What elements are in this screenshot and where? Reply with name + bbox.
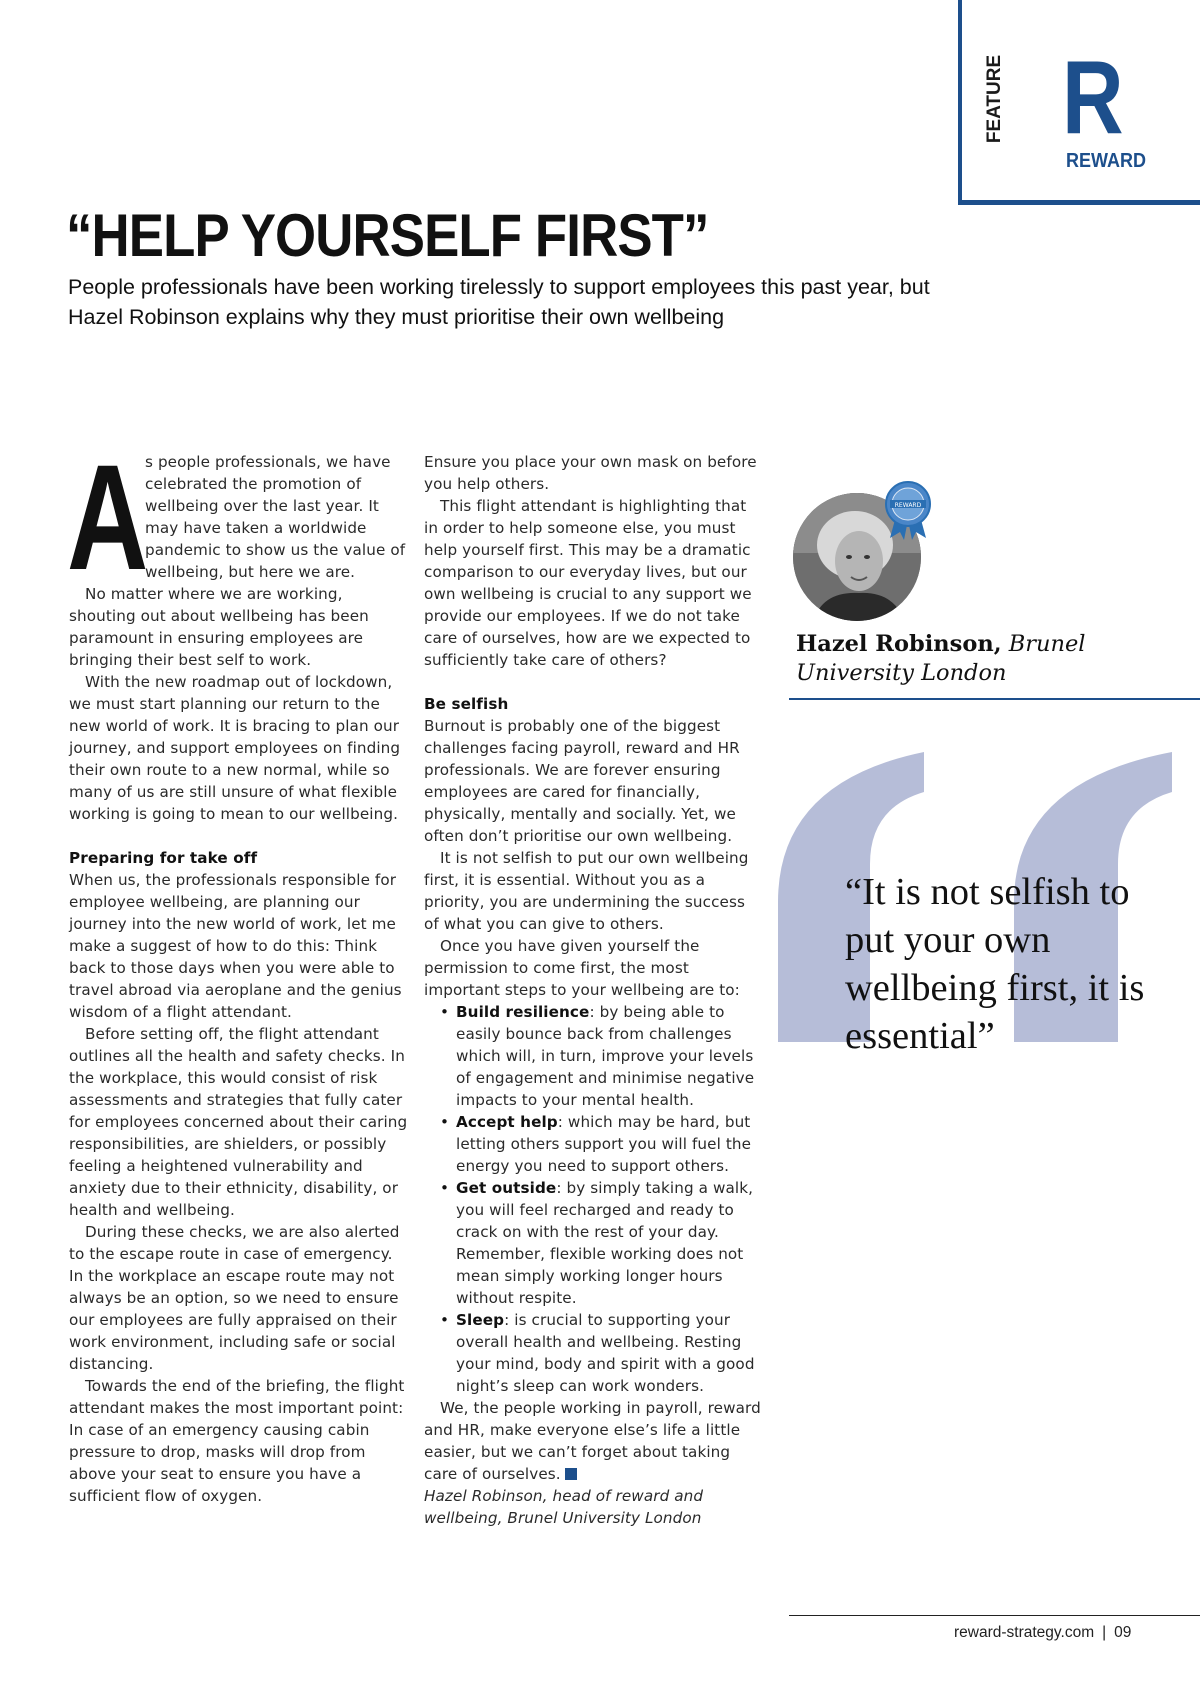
paragraph: Burnout is probably one of the biggest challenges facing payroll, reward and HR professionals. We are forever ensuring employees are cared for financially, physically, mentally and socially. Yet, we often don’t prioritise our own wellbeing. — [424, 717, 740, 845]
wellbeing-steps-list — [424, 1001, 764, 1397]
divider — [789, 698, 1200, 700]
list-item: • Build resilience: by being able to easily bounce back from challenges which will, in turn, improve your levels of engagement and minimise negative impacts to your mental health. — [424, 1001, 764, 1111]
paragraph: Once you have given yourself the permission to come first, the most important steps to your wellbeing are to: — [424, 937, 740, 999]
feature-label: FEATURE — [984, 54, 1005, 144]
paragraph: Before setting off, the flight attendant outlines all the health and safety checks. In the workplace, this would consist of risk assessments and strategies that fully cater for employees concerned about their caring responsibilities, are shielders, or possibly feeling a heightened vulnerability and anxiety due to their ethnicity, disability, or health and wellbeing. — [69, 1025, 408, 1219]
paragraph: Ensure you place your own mask on before you help others. — [424, 453, 757, 493]
paragraph: It is not selfish to put our own wellbeing first, it is essential. Without you as a priority, you are undermining the success of what you can give to others. — [424, 849, 749, 933]
list-item: • Get outside: by simply taking a walk, you will feel recharged and ready to crack on with the rest of your day. Remember, flexible working does not mean simply working longer hours without respite. — [424, 1177, 764, 1309]
paragraph: We, the people working in payroll, reward and HR, make everyone else’s life a little easier, but we can’t forget about taking care of ourselves. — [424, 1399, 761, 1483]
page-number: 09 — [1114, 1624, 1132, 1641]
article-standfirst: People professionals have been working tirelessly to support employees this past year, but Hazel Robinson explains why they must prioritise their own wellbeing — [68, 275, 930, 329]
paragraph: During these checks, we are also alerted to the escape route in case of emergency. In the workplace an escape route may not always be an option, so we need to ensure our employees are fully appraised on their work environment, including safe or social distancing. — [69, 1223, 400, 1373]
paragraph: Towards the end of the briefing, the flight attendant makes the most important point: In case of an emergency causing cabin pressure to drop, masks will drop from above your seat to ensure you have a sufficient flow of oxygen. — [69, 1377, 405, 1505]
author-credit: Hazel Robinson, head of reward and wellbeing, Brunel University London — [424, 1487, 704, 1527]
paragraph: With the new roadmap out of lockdown, we must start planning our return to the new world of work. It is bracing to plan our journey, and support employees on finding their own route to a new normal, while so many of us are still unsure of what flexible working is going to mean to our wellbeing. — [69, 673, 401, 823]
paragraph: No matter where we are working, shouting out about wellbeing has been paramount in ensuring employees are bringing their best self to work. — [69, 585, 369, 669]
paragraph: When us, the professionals responsible for employee wellbeing, are planning our journey into the new world of work, let me make a suggest of how to do this: Think back to those days when you were able to travel abroad via aeroplane and the genius wisdom of a flight attendant. — [69, 871, 402, 1021]
paragraph: This flight attendant is highlighting that in order to help someone else, you must help yourself first. This may be a dramatic comparison to our everyday lives, but our own wellbeing is crucial to any support we provide our employees. If we do not take care of ourselves, how are we expected to sufficiently take care of others? — [424, 497, 752, 669]
reward-logo-letter: R — [1062, 40, 1124, 156]
author-name: Hazel Robinson, Brunel University London — [796, 631, 1086, 686]
svg-text:REWARD: REWARD — [894, 502, 922, 509]
footer-rule — [789, 1615, 1200, 1616]
pull-quote: “It is not selfish to put your own wellbeing first, it is essential” — [845, 871, 1145, 1057]
paragraph: s people professionals, we have celebrated the promotion of wellbeing over the last year. It may have taken a worldwide pandemic to show us the value of wellbeing, but here we are. — [145, 453, 406, 581]
subheading: Preparing for take off — [69, 849, 258, 867]
page-footer: reward-strategy.com | 09 — [954, 1624, 1132, 1641]
subheading: Be selfish — [424, 695, 509, 713]
footer-site: reward-strategy.com — [954, 1624, 1095, 1641]
reward-logo-label: REWARD — [1066, 150, 1147, 172]
body-column-1 — [67, 433, 409, 1507]
list-item: • Sleep: is crucial to supporting your overall health and wellbeing. Resting your mind, body and spirit with a good night’s sleep can work wonders. — [424, 1309, 764, 1397]
list-item: • Accept help: which may be hard, but letting others support you will fuel the energy you need to support others. — [424, 1111, 764, 1177]
body-column-2 — [424, 451, 764, 1529]
end-mark-icon — [565, 1468, 577, 1480]
article-headline: “HELP YOURSELF FIRST” — [66, 202, 709, 269]
reward-badge-icon — [882, 480, 934, 540]
drop-cap: A — [67, 433, 149, 601]
